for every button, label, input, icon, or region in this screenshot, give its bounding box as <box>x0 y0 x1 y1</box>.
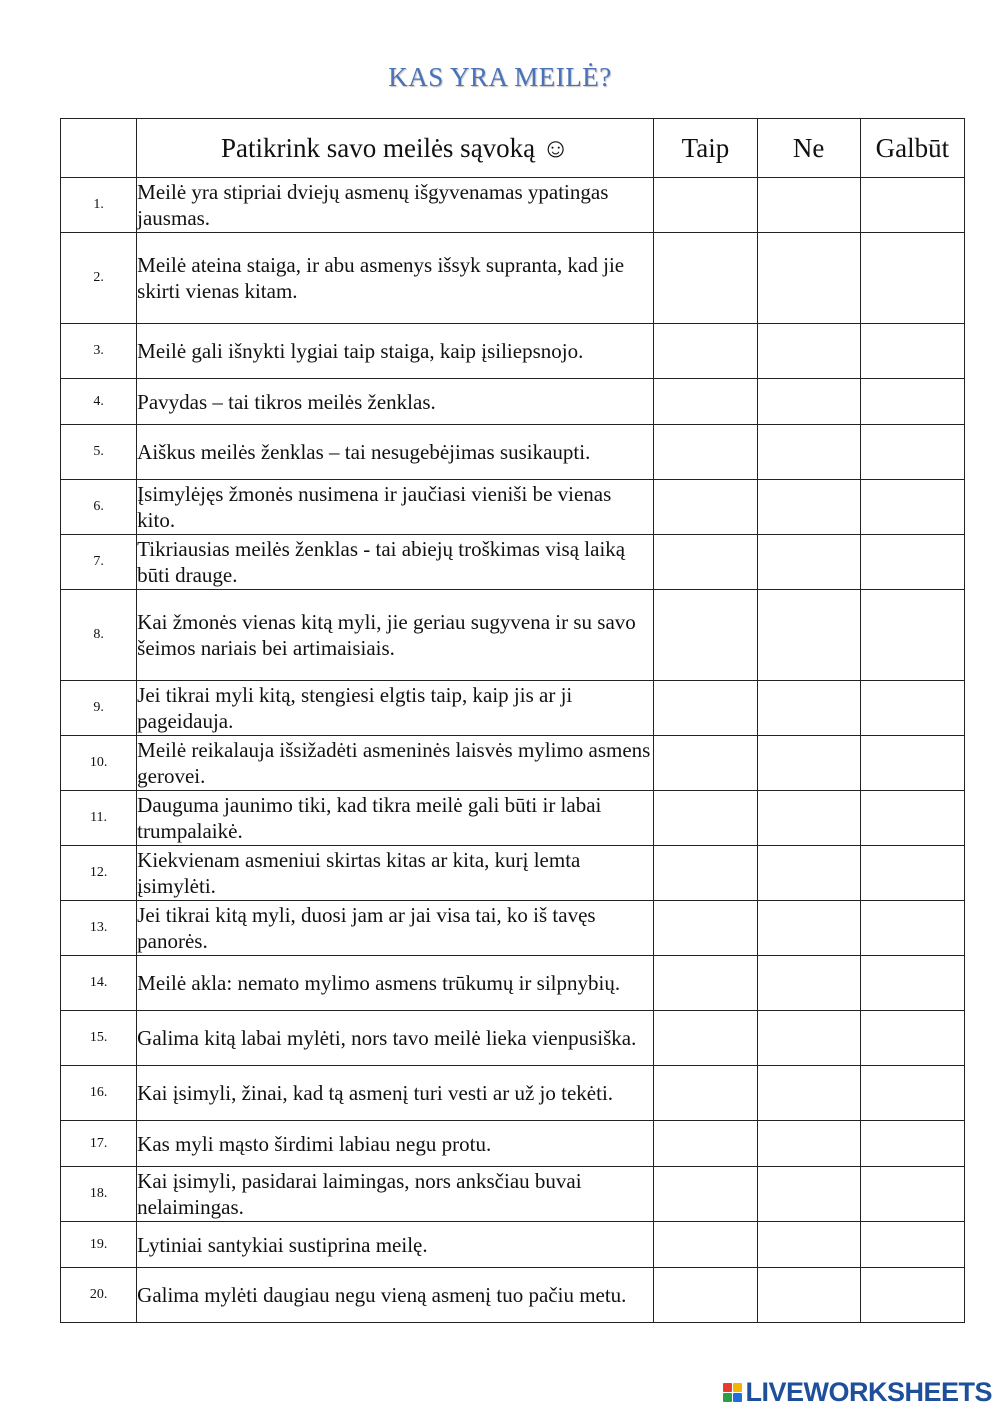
answer-cell-yes[interactable] <box>654 1011 757 1066</box>
answer-cell-no[interactable] <box>757 736 860 791</box>
table-row <box>61 1011 965 1066</box>
answer-cell-maybe[interactable] <box>860 590 964 681</box>
answer-cell-maybe[interactable] <box>860 480 964 535</box>
table-row <box>61 846 965 901</box>
answer-cell-no[interactable] <box>757 1011 860 1066</box>
row-number: 15. <box>61 1011 137 1066</box>
table-row <box>61 590 965 681</box>
row-number: 13. <box>61 901 137 956</box>
header-number <box>61 119 137 178</box>
answer-cell-no[interactable] <box>757 178 860 233</box>
answer-cell-yes[interactable] <box>654 233 757 324</box>
answer-cell-yes[interactable] <box>654 425 757 480</box>
row-number: 7. <box>61 535 137 590</box>
answer-cell-no[interactable] <box>757 901 860 956</box>
row-number: 3. <box>61 324 137 379</box>
table-row <box>61 425 965 480</box>
logo-square-yellow <box>733 1383 742 1392</box>
answer-cell-maybe[interactable] <box>860 956 964 1011</box>
row-statement: Kai žmonės vienas kitą myli, jie geriau sugyvena ir su savo šeimos nariais bei artimaisiais. <box>137 590 654 681</box>
answer-cell-yes[interactable] <box>654 1066 757 1121</box>
answer-cell-no[interactable] <box>757 324 860 379</box>
table-row <box>61 1066 965 1121</box>
row-number: 5. <box>61 425 137 480</box>
row-number: 18. <box>61 1167 137 1222</box>
row-number: 1. <box>61 178 137 233</box>
answer-cell-no[interactable] <box>757 425 860 480</box>
row-statement: Kai įsimyli, žinai, kad tą asmenį turi vesti ar už jo tekėti. <box>137 1066 654 1121</box>
logo-square-green <box>723 1393 732 1402</box>
row-number: 11. <box>61 791 137 846</box>
table-row <box>61 1121 965 1167</box>
logo-square-blue <box>733 1393 742 1402</box>
answer-cell-yes[interactable] <box>654 736 757 791</box>
page-title: KAS YRA MEILĖ? <box>388 62 612 92</box>
row-statement: Pavydas – tai tikros meilės ženklas. <box>137 379 654 425</box>
row-statement: Meilė ateina staiga, ir abu asmenys išsyk supranta, kad jie skirti vienas kitam. <box>137 233 654 324</box>
row-statement: Jei tikrai kitą myli, duosi jam ar jai visa tai, ko iš tavęs panorės. <box>137 901 654 956</box>
table-row <box>61 1268 965 1323</box>
answer-cell-no[interactable] <box>757 791 860 846</box>
table-row <box>61 480 965 535</box>
row-statement: Aiškus meilės ženklas – tai nesugebėjimas susikaupti. <box>137 425 654 480</box>
row-number: 2. <box>61 233 137 324</box>
row-statement: Kiekvienam asmeniui skirtas kitas ar kita, kurį lemta įsimylėti. <box>137 846 654 901</box>
answer-cell-yes[interactable] <box>654 480 757 535</box>
answer-cell-no[interactable] <box>757 480 860 535</box>
answer-cell-no[interactable] <box>757 233 860 324</box>
answer-cell-yes[interactable] <box>654 901 757 956</box>
answer-cell-no[interactable] <box>757 846 860 901</box>
table-row <box>61 681 965 736</box>
row-number: 8. <box>61 590 137 681</box>
answer-cell-no[interactable] <box>757 1066 860 1121</box>
header-maybe: Galbūt <box>860 119 964 178</box>
answer-cell-yes[interactable] <box>654 535 757 590</box>
header-no: Ne <box>757 119 860 178</box>
table-row <box>61 901 965 956</box>
answer-cell-no[interactable] <box>757 956 860 1011</box>
row-statement: Jei tikrai myli kitą, stengiesi elgtis taip, kaip jis ar ji pageidauja. <box>137 681 654 736</box>
header-yes: Taip <box>654 119 757 178</box>
row-number: 16. <box>61 1066 137 1121</box>
answer-cell-no[interactable] <box>757 1167 860 1222</box>
row-number: 19. <box>61 1222 137 1268</box>
answer-cell-yes[interactable] <box>654 791 757 846</box>
answer-cell-yes[interactable] <box>654 1268 757 1323</box>
table-row <box>61 956 965 1011</box>
row-statement: Lytiniai santykiai sustiprina meilę. <box>137 1222 654 1268</box>
row-number: 10. <box>61 736 137 791</box>
row-statement: Tikriausias meilės ženklas - tai abiejų troškimas visą laiką būti drauge. <box>137 535 654 590</box>
answer-cell-maybe[interactable] <box>860 901 964 956</box>
answer-cell-yes[interactable] <box>654 1222 757 1268</box>
row-statement: Kas myli mąsto širdimi labiau negu protu. <box>137 1121 654 1167</box>
answer-cell-yes[interactable] <box>654 178 757 233</box>
answer-cell-maybe[interactable] <box>860 736 964 791</box>
answer-cell-yes[interactable] <box>654 681 757 736</box>
answer-cell-maybe[interactable] <box>860 791 964 846</box>
row-statement: Galima mylėti daugiau negu vieną asmenį tuo pačiu metu. <box>137 1268 654 1323</box>
logo-text: LIVEWORKSHEETS <box>745 1376 992 1407</box>
answer-cell-yes[interactable] <box>654 379 757 425</box>
table-body <box>61 178 965 1323</box>
row-number: 12. <box>61 846 137 901</box>
row-statement: Galima kitą labai mylėti, nors tavo meilė lieka vienpusiška. <box>137 1011 654 1066</box>
answer-cell-maybe[interactable] <box>860 233 964 324</box>
answer-cell-no[interactable] <box>757 681 860 736</box>
table-row <box>61 791 965 846</box>
answer-cell-maybe[interactable] <box>860 1011 964 1066</box>
answer-cell-maybe[interactable] <box>860 425 964 480</box>
answer-cell-yes[interactable] <box>654 956 757 1011</box>
row-statement: Įsimylėjęs žmonės nusimena ir jaučiasi vieniši be vienas kito. <box>137 480 654 535</box>
answer-cell-yes[interactable] <box>654 1167 757 1222</box>
row-number: 17. <box>61 1121 137 1167</box>
row-statement: Kai įsimyli, pasidarai laimingas, nors anksčiau buvai nelaimingas. <box>137 1167 654 1222</box>
answer-cell-maybe[interactable] <box>860 178 964 233</box>
answer-cell-no[interactable] <box>757 1121 860 1167</box>
answer-cell-maybe[interactable] <box>860 1268 964 1323</box>
table-row <box>61 1222 965 1268</box>
table-row <box>61 736 965 791</box>
answer-cell-maybe[interactable] <box>860 324 964 379</box>
row-statement: Meilė gali išnykti lygiai taip staiga, kaip įsiliepsnojo. <box>137 324 654 379</box>
liveworksheets-logo-icon <box>723 1383 742 1402</box>
answer-cell-maybe[interactable] <box>860 1222 964 1268</box>
table-header-row <box>61 119 965 178</box>
table-row <box>61 324 965 379</box>
answer-cell-no[interactable] <box>757 535 860 590</box>
answer-cell-no[interactable] <box>757 1222 860 1268</box>
answer-cell-no[interactable] <box>757 590 860 681</box>
answer-cell-maybe[interactable] <box>860 1167 964 1222</box>
row-number: 6. <box>61 480 137 535</box>
answer-cell-no[interactable] <box>757 1268 860 1323</box>
answer-cell-no[interactable] <box>757 379 860 425</box>
row-statement: Meilė akla: nemato mylimo asmens trūkumų ir silpnybių. <box>137 956 654 1011</box>
row-number: 20. <box>61 1268 137 1323</box>
answer-cell-yes[interactable] <box>654 324 757 379</box>
answer-cell-maybe[interactable] <box>860 681 964 736</box>
row-number: 9. <box>61 681 137 736</box>
quiz-table <box>60 118 965 1323</box>
row-number: 4. <box>61 379 137 425</box>
answer-cell-yes[interactable] <box>654 846 757 901</box>
answer-cell-maybe[interactable] <box>860 535 964 590</box>
answer-cell-maybe[interactable] <box>860 1066 964 1121</box>
answer-cell-yes[interactable] <box>654 1121 757 1167</box>
row-statement: Dauguma jaunimo tiki, kad tikra meilė gali būti ir labai trumpalaikė. <box>137 791 654 846</box>
table-row <box>61 233 965 324</box>
row-statement: Meilė yra stipriai dviejų asmenų išgyvenamas ypatingas jausmas. <box>137 178 654 233</box>
table-row <box>61 1167 965 1222</box>
table-row <box>61 379 965 425</box>
table-row <box>61 535 965 590</box>
answer-cell-maybe[interactable] <box>860 1121 964 1167</box>
logo-square-red <box>723 1383 732 1392</box>
row-number: 14. <box>61 956 137 1011</box>
row-statement: Meilė reikalauja išsižadėti asmeninės laisvės mylimo asmens gerovei. <box>137 736 654 791</box>
answer-cell-maybe[interactable] <box>860 379 964 425</box>
liveworksheets-logo <box>723 1377 992 1407</box>
answer-cell-maybe[interactable] <box>860 846 964 901</box>
answer-cell-yes[interactable] <box>654 590 757 681</box>
table-row <box>61 178 965 233</box>
header-statement: Patikrink savo meilės sąvoką ☺ <box>137 119 654 178</box>
